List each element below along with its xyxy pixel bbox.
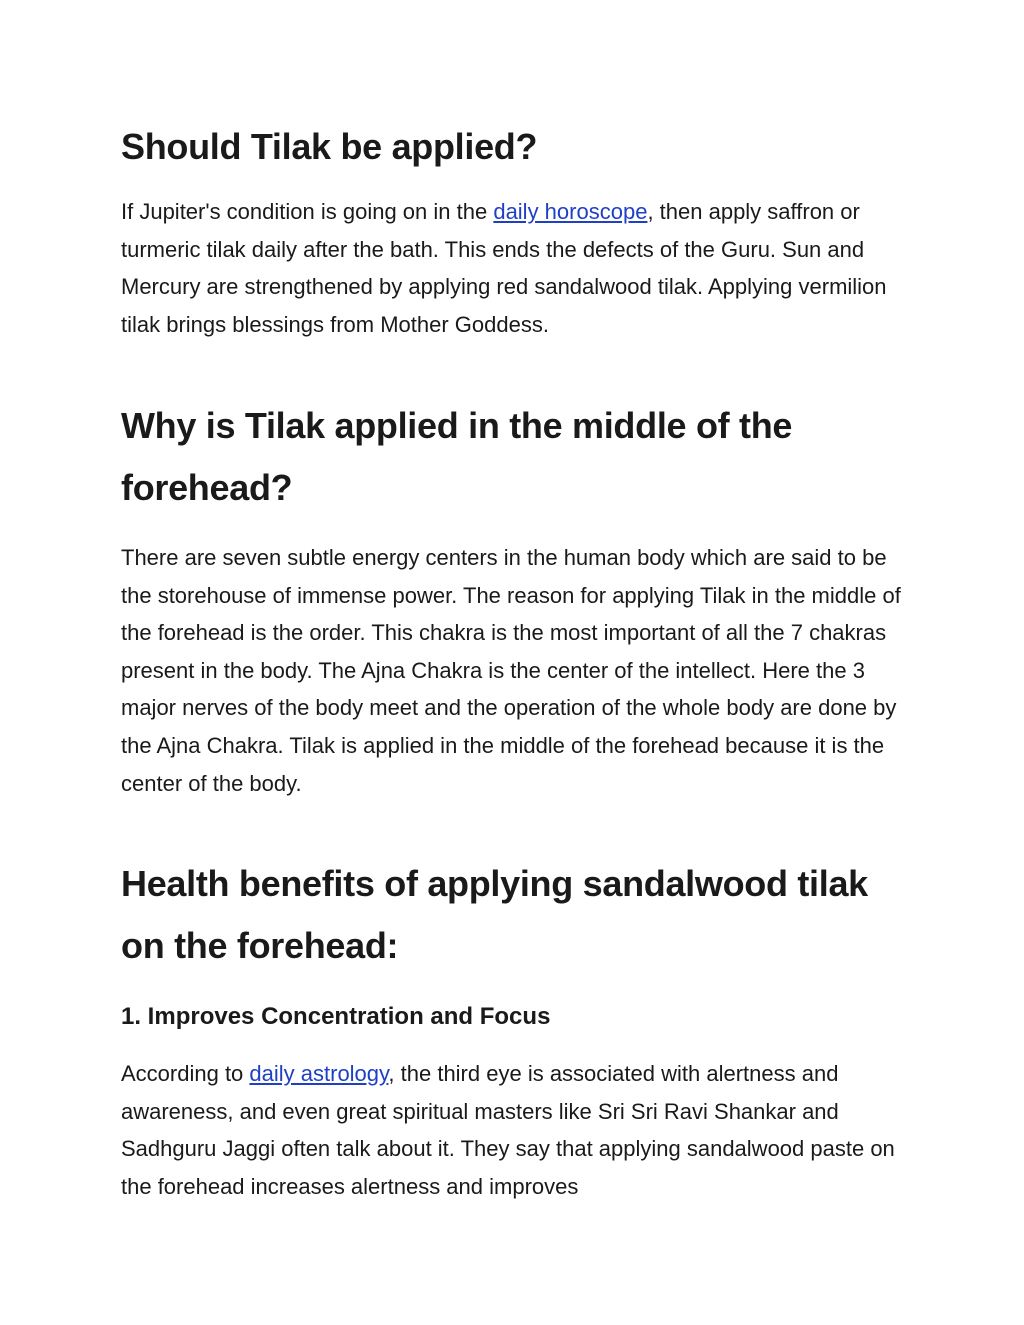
- paragraph-third-eye: [121, 1055, 911, 1205]
- heading-should-tilak-be-applied: Should Tilak be applied?: [121, 126, 538, 167]
- daily-horoscope-link[interactable]: daily horoscope: [493, 199, 648, 224]
- paragraph-text-after-link: , then apply saffron or turmeric tilak daily after the bath. This ends the defects of the Guru. Sun and Mercury are strengthened by applying red sandalwood tilak. Applying vermilion tilak brings blessings from Mother Goddess.: [121, 199, 887, 337]
- heading-why-tilak-middle-forehead: Why is Tilak applied in the middle of the forehead?: [121, 405, 793, 508]
- subheading-improves-concentration: 1. Improves Concentration and Focus: [121, 1003, 551, 1030]
- paragraph-jupiter-condition: [121, 193, 911, 343]
- paragraph-energy-centers: There are seven subtle energy centers in the human body which are said to be the storehouse of immense power. The reason for applying Tilak in the middle of the forehead is the order. This chakra is the most important of all the 7 chakras present in the body. The Ajna Chakra is the center of the intellect. Here the 3 major nerves of the body meet and the operation of the whole body are done by the Ajna Chakra. Tilak is applied in the middle of the forehead because it is the center of the body.: [121, 545, 901, 796]
- paragraph-text-after-link: , the third eye is associated with alertness and awareness, and even great spiritual masters like Sri Sri Ravi Shankar and Sadhguru Jaggi often talk about it. They say that applying sandalwood paste on the forehead increases alertness and improves: [121, 1061, 895, 1199]
- paragraph-text-before-link: If Jupiter's condition is going on in the: [121, 199, 494, 224]
- paragraph-text-before-link: According to: [121, 1061, 250, 1086]
- heading-health-benefits: Health benefits of applying sandalwood tilak on the forehead:: [121, 863, 868, 966]
- daily-astrology-link[interactable]: daily astrology: [249, 1061, 389, 1086]
